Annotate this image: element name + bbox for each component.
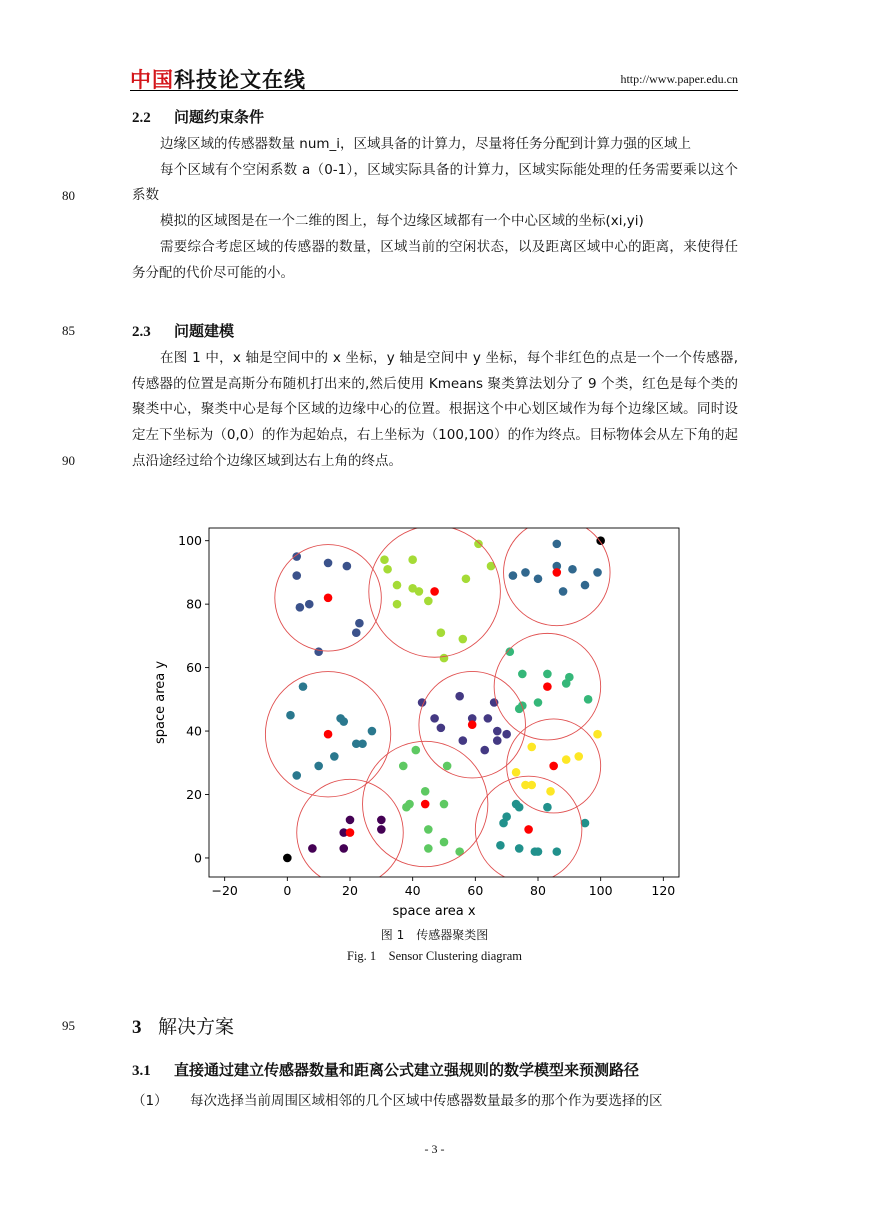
sensor-point xyxy=(399,762,408,771)
sensor-point xyxy=(515,844,524,853)
sensor-point xyxy=(346,816,355,825)
figure-caption-en: Fig. 1 Sensor Clustering diagram xyxy=(347,949,522,963)
sensor-point xyxy=(421,787,430,796)
line-number: 80 xyxy=(62,188,75,203)
sensor-point xyxy=(546,787,555,796)
section-2-2-body xyxy=(132,132,738,286)
sensor-point xyxy=(593,568,602,577)
section-title: 解决方案 xyxy=(158,1016,235,1038)
sensor-point xyxy=(324,559,333,568)
x-tick-label: 40 xyxy=(404,883,421,898)
sensor-point xyxy=(459,736,468,745)
sensor-point xyxy=(543,803,552,812)
sensor-point xyxy=(292,771,301,780)
sensor-point xyxy=(393,581,402,590)
sensor-point xyxy=(383,565,392,574)
cluster-center xyxy=(324,730,333,739)
sensor-point xyxy=(474,540,483,549)
sensor-point xyxy=(521,568,530,577)
section-number: 3.1 xyxy=(132,1063,151,1079)
sensor-point xyxy=(314,647,323,656)
x-tick-label: 20 xyxy=(342,883,358,898)
section-2-3-heading xyxy=(132,320,234,341)
line-number: 85 xyxy=(62,323,75,338)
page-number: - 3 - xyxy=(424,1142,445,1156)
x-tick-label: 0 xyxy=(283,883,292,898)
section-number: 3 xyxy=(132,1017,142,1038)
sensor-point xyxy=(493,727,502,736)
sensor-point xyxy=(462,574,471,583)
sensor-point xyxy=(562,755,571,764)
sensor-point xyxy=(484,714,493,723)
section-2-2-heading xyxy=(132,106,264,127)
cluster-center xyxy=(549,762,558,771)
sensor-point xyxy=(314,762,323,771)
section-2-3-body xyxy=(132,346,738,475)
sensor-point xyxy=(424,825,433,834)
header-url[interactable]: http://www.paper.edu.cn xyxy=(620,72,738,86)
sensor-point xyxy=(368,727,377,736)
line-number: 95 xyxy=(62,1018,75,1033)
sensor-point xyxy=(543,670,552,679)
sensor-point xyxy=(496,841,505,850)
sensor-point xyxy=(377,825,386,834)
y-tick-label: 80 xyxy=(186,596,202,612)
y-axis-label: space area y xyxy=(153,660,168,745)
sensor-point xyxy=(534,698,543,707)
section-3-heading xyxy=(132,1012,234,1039)
x-tick-label: 80 xyxy=(530,883,546,898)
list-item xyxy=(132,1089,742,1109)
line-number: 90 xyxy=(62,453,75,468)
sensor-point xyxy=(581,581,590,590)
paragraph: 需要综合考虑区域的传感器的数量，区域当前的空闲状态，以及距离区域中心的距离，来使得任务分配的代价尽可能的小。 xyxy=(132,238,738,281)
sensor-point xyxy=(443,762,452,771)
x-tick-label: 100 xyxy=(588,883,613,898)
sensor-point xyxy=(593,730,602,739)
cluster-center xyxy=(524,825,533,834)
sensor-point xyxy=(380,555,389,564)
sensor-point xyxy=(440,654,449,663)
sensor-point xyxy=(296,603,305,612)
sensor-point xyxy=(437,628,446,637)
sensor-point xyxy=(358,739,367,748)
sensor-point xyxy=(440,800,449,809)
section-3-1-heading xyxy=(132,1059,639,1080)
sensor-point xyxy=(437,724,446,733)
sensor-point xyxy=(502,730,511,739)
y-tick-label: 20 xyxy=(186,787,202,803)
sensor-point xyxy=(440,838,449,847)
section-title: 直接通过建立传感器数量和距离公式建立强规则的数学模型来预测路径 xyxy=(174,1061,640,1079)
x-tick-label: −20 xyxy=(211,883,238,898)
sensor-point xyxy=(574,752,583,761)
journal-logo xyxy=(130,64,306,94)
sensor-point xyxy=(480,746,489,755)
paragraph: 模拟的区域图是在一个二维的图上，每个边缘区域都有一个中心区域的坐标(xi,yi) xyxy=(160,213,644,230)
section-number: 2.3 xyxy=(132,324,151,340)
sensor-point xyxy=(527,781,536,790)
list-item-text: 每次选择当前周围区域相邻的几个区域中传感器数量最多的那个作为要选择的区 xyxy=(190,1093,663,1109)
sensor-point xyxy=(355,619,364,628)
sensor-point xyxy=(408,555,417,564)
cluster-center xyxy=(553,568,562,577)
sensor-point xyxy=(299,682,308,691)
paragraph: 在图 1 中，x 轴是空间中的 x 坐标，y 轴是空间中 y 坐标，每个非红色的点是一个一个传感器,传感器的位置是高斯分布随机打出来的,然后使用 Kmeans 聚类算法划分了 9 个类，红色是每个类的聚类中心，聚类中心是每个区域的边缘中心的位置。根据这个中心划区域作为每个边缘区域。同时设定左下坐标为（0,0）的作为起始点，右上坐标为（100,100）的作为终点。目标物体会从左下角的起点沿途经过给个边缘区域到达右上角的终点。 xyxy=(132,350,738,469)
sensor-point xyxy=(377,816,386,825)
plot-frame xyxy=(209,528,679,877)
sensor-point xyxy=(493,736,502,745)
sensor-point xyxy=(339,844,348,853)
y-tick-label: 60 xyxy=(186,660,202,676)
page-header xyxy=(130,62,738,91)
cluster-center xyxy=(346,828,355,837)
sensor-point xyxy=(430,714,439,723)
sensor-point xyxy=(559,587,568,596)
sensor-point xyxy=(292,571,301,580)
cluster-center xyxy=(430,587,439,596)
y-tick-label: 0 xyxy=(194,850,202,866)
sensor-point xyxy=(352,628,361,637)
sensor-point xyxy=(553,540,562,549)
sensor-point xyxy=(286,711,295,720)
sensor-point xyxy=(534,847,543,856)
sensor-point xyxy=(534,574,543,583)
sensor-point xyxy=(415,587,424,596)
sensor-point xyxy=(459,635,468,644)
x-axis-label: space area x xyxy=(392,904,476,919)
sensor-point xyxy=(518,670,527,679)
cluster-center xyxy=(468,720,477,729)
sensor-point xyxy=(305,600,314,609)
y-tick-label: 100 xyxy=(178,533,202,549)
sensor-point xyxy=(502,812,511,821)
cluster-center xyxy=(543,682,552,691)
sensor-cluster-chart xyxy=(150,518,690,923)
sensor-point xyxy=(584,695,593,704)
figure-caption-cn: 图 1 传感器聚类图 xyxy=(380,928,489,942)
paragraph: 每个区域有个空闲系数 a（0-1），区域实际具备的计算力，区域实际能处理的任务需要乘以这个系数 xyxy=(132,161,738,204)
list-item-label: （1） xyxy=(132,1093,168,1109)
sensor-point xyxy=(527,743,536,752)
sensor-point xyxy=(424,844,433,853)
sensor-point xyxy=(512,768,521,777)
y-tick-label: 40 xyxy=(186,723,202,739)
sensor-point xyxy=(393,600,402,609)
sensor-point xyxy=(515,803,524,812)
x-tick-label: 60 xyxy=(467,883,484,898)
sensor-point xyxy=(330,752,339,761)
sensor-point xyxy=(343,562,352,571)
x-tick-label: 120 xyxy=(651,883,676,898)
sensor-point xyxy=(412,746,421,755)
logo-black-text: 科技论文在线 xyxy=(174,68,306,92)
sensor-point xyxy=(405,800,414,809)
cluster-center xyxy=(421,800,430,809)
sensor-point xyxy=(308,844,317,853)
section-title: 问题约束条件 xyxy=(174,108,265,126)
cluster-center xyxy=(324,594,333,603)
sensor-point xyxy=(565,673,574,682)
sensor-point xyxy=(509,571,518,580)
sensor-point xyxy=(568,565,577,574)
sensor-point xyxy=(424,597,433,606)
logo-red-text: 中国 xyxy=(130,68,174,92)
endpoint-marker xyxy=(283,854,292,863)
sensor-point xyxy=(339,717,348,726)
paragraph: 边缘区域的传感器数量 num_i，区域具备的计算力，尽量将任务分配到计算力强的区域上 xyxy=(160,136,692,152)
section-number: 2.2 xyxy=(132,110,151,126)
sensor-point xyxy=(553,847,562,856)
section-title: 问题建模 xyxy=(174,322,235,340)
sensor-point xyxy=(455,692,464,701)
